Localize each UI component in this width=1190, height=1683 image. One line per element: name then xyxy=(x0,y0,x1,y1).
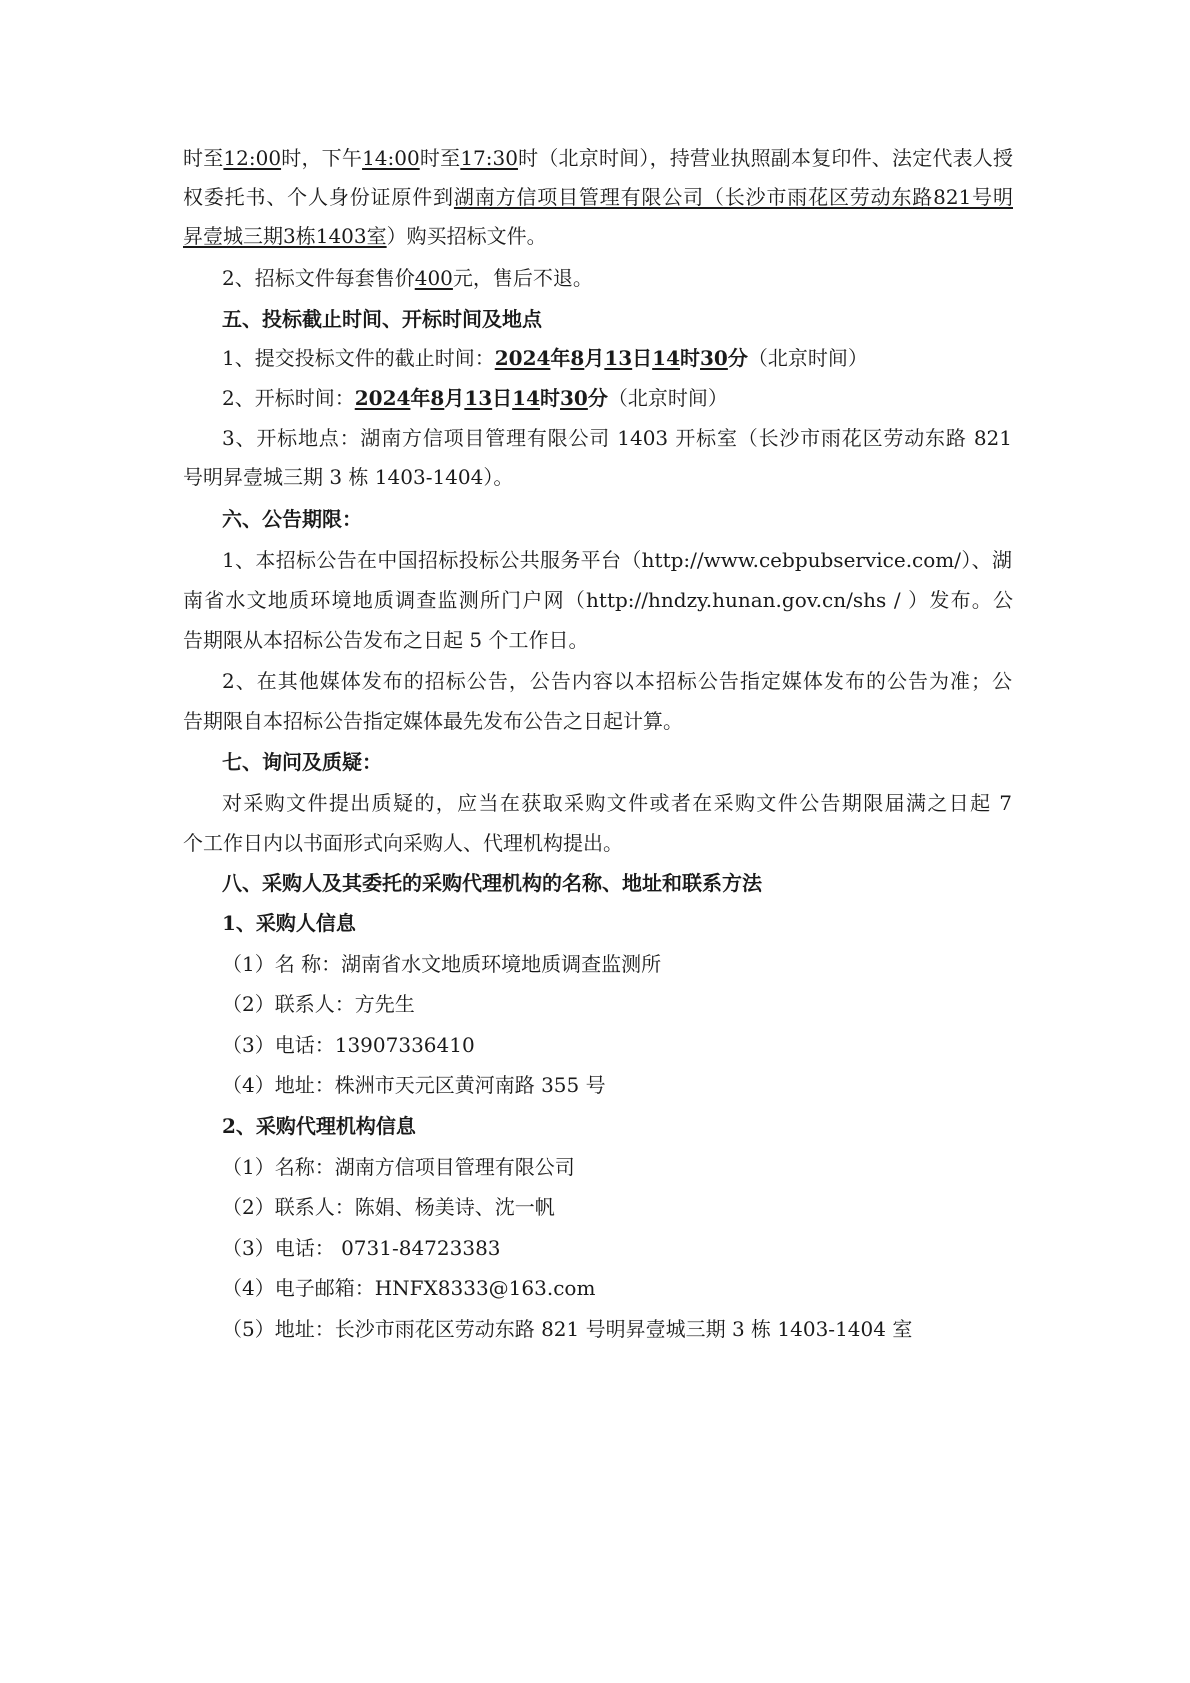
text: 时（北京时间），持营业执照副本复印件、法定代表人授 xyxy=(517,146,1014,170)
time-value: 12:00 xyxy=(223,146,282,170)
notice-period-line: 告期限从本招标公告发布之日起 5 个工作日。 xyxy=(183,628,589,652)
text: 月 xyxy=(584,346,605,370)
buyer-info-heading: 1、采购人信息 xyxy=(222,911,356,935)
document-price-line xyxy=(222,264,1012,292)
buyer-contact: （2）联系人：方先生 xyxy=(222,992,415,1016)
text: 2、开标时间： xyxy=(222,386,355,410)
other-media-line: 2、在其他媒体发布的招标公告，公告内容以本招标公告指定媒体发布的公告为准；公 xyxy=(222,669,1012,693)
text: 权委托书、个人身份证原件到 xyxy=(183,185,454,209)
month-value: 8 xyxy=(570,346,585,370)
text: 月 xyxy=(444,386,465,410)
notice-platform-line-2: 南省水文地质环境地质调查监测所门户网（http://hndzy.hunan.gov.cn/shs / ）发布。公 xyxy=(183,588,1013,612)
minute-value: 30 xyxy=(560,386,588,410)
text: 分 xyxy=(727,346,748,370)
day-value: 13 xyxy=(464,386,493,410)
inquiry-line-2: 个工作日内以书面形式向采购人、代理机构提出。 xyxy=(183,831,623,855)
bid-deadline-line xyxy=(222,344,1012,372)
text: （北京时间） xyxy=(747,346,868,370)
text: 年 xyxy=(410,386,431,410)
purchase-time-line xyxy=(183,144,1013,172)
text: 日 xyxy=(632,346,653,370)
agent-phone: （3）电话： 0731-84723383 xyxy=(222,1236,501,1260)
other-media-line-2: 告期限自本招标公告指定媒体最先发布公告之日起计算。 xyxy=(183,709,683,733)
month-value: 8 xyxy=(430,386,445,410)
section-heading: 八、采购人及其委托的采购代理机构的名称、地址和联系方法 xyxy=(222,871,762,895)
text: 分 xyxy=(587,386,608,410)
notice-platform-line: 1、本招标公告在中国招标投标公共服务平台（http://www.cebpubservice.com/）、湖 xyxy=(222,548,1012,572)
inquiry-line: 对采购文件提出质疑的，应当在获取采购文件或者在采购文件公告期限届满之日起 7 xyxy=(222,791,1012,815)
text: ）购买招标文件。 xyxy=(386,224,547,248)
text: 年 xyxy=(550,346,571,370)
agent-email: （4）电子邮箱：HNFX8333@163.com xyxy=(222,1276,596,1300)
bid-place-line: 3、开标地点：湖南方信项目管理有限公司 1403 开标室（长沙市雨花区劳动东路 821 xyxy=(222,426,1012,450)
price-value: 400 xyxy=(414,266,453,290)
year-value: 2024 xyxy=(494,346,551,370)
time-value: 14:00 xyxy=(362,146,420,170)
text: 元，售后不退。 xyxy=(452,266,593,290)
bid-place-line-2: 号明昇壹城三期 3 栋 1403-1404）。 xyxy=(183,465,514,489)
text: 2、招标文件每套售价 xyxy=(222,266,415,290)
year-value: 2024 xyxy=(354,386,411,410)
text: 1、提交投标文件的截止时间： xyxy=(222,346,495,370)
agent-address: 湖南方信项目管理有限公司（长沙市雨花区劳动东路821号明 xyxy=(453,185,1013,209)
buyer-address: （4）地址：株洲市天元区黄河南路 355 号 xyxy=(222,1073,606,1097)
text: 日 xyxy=(492,386,513,410)
text: 时至 xyxy=(183,146,224,170)
agent-address: 昇壹城三期3栋1403室 xyxy=(183,224,387,248)
buyer-name: （1）名 称：湖南省水文地质环境地质调查监测所 xyxy=(222,952,662,976)
text: 时至 xyxy=(419,146,461,170)
agent-name: （1）名称：湖南方信项目管理有限公司 xyxy=(222,1155,575,1179)
purchase-place-line-2 xyxy=(183,222,1013,250)
text: 时，下午 xyxy=(281,146,363,170)
agent-address: （5）地址：长沙市雨花区劳动东路 821 号明昇壹城三期 3 栋 1403-1404 室 xyxy=(222,1317,913,1341)
hour-value: 14 xyxy=(512,386,541,410)
day-value: 13 xyxy=(604,346,633,370)
hour-value: 14 xyxy=(652,346,681,370)
text: 时 xyxy=(680,346,701,370)
text: （北京时间） xyxy=(607,386,728,410)
agent-info-heading: 2、采购代理机构信息 xyxy=(222,1114,416,1138)
section-heading: 五、投标截止时间、开标时间及地点 xyxy=(222,307,542,331)
bid-opening-line xyxy=(222,384,1012,412)
agent-contact: （2）联系人：陈娟、杨美诗、沈一帆 xyxy=(222,1195,555,1219)
section-heading: 六、公告期限： xyxy=(222,507,362,531)
purchase-place-line xyxy=(183,183,1013,211)
section-heading: 七、询问及质疑： xyxy=(222,750,382,774)
text: 时 xyxy=(540,386,561,410)
minute-value: 30 xyxy=(700,346,728,370)
buyer-phone: （3）电话：13907336410 xyxy=(222,1033,475,1057)
time-value: 17:30 xyxy=(460,146,518,170)
